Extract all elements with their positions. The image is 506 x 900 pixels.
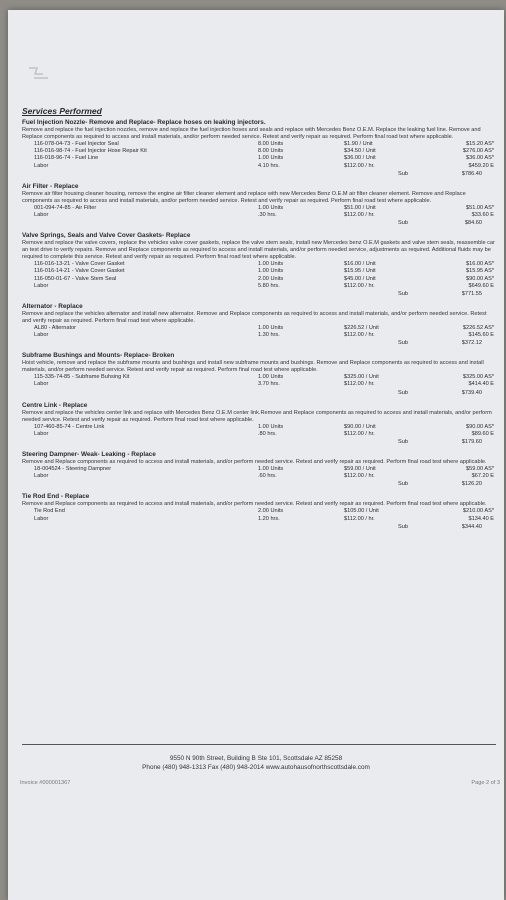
subtotal-value: $786.40 xyxy=(461,170,482,177)
line-item-quantity: .30 hrs. xyxy=(258,211,277,218)
line-item-row xyxy=(22,212,496,219)
line-item-rate: $90.00 / Unit xyxy=(344,423,376,430)
line-item-total: $145.60 E xyxy=(468,332,494,339)
line-item-description: 116-016-98-74 - Fuel Injector Hose Repair Kit xyxy=(34,148,147,155)
line-item-quantity: 1.00 Units xyxy=(258,268,284,275)
line-item-total: $16.00 AS* xyxy=(466,261,494,268)
line-item-total: $15.20 AS* xyxy=(466,141,494,147)
service-title: Steering Dampner- Weak- Leaking - Replace xyxy=(22,451,156,458)
line-item-row xyxy=(22,431,496,438)
line-item-row xyxy=(22,374,496,381)
line-item-rate: $105.00 / Unit xyxy=(344,508,379,515)
line-item-description: 116-078-04-73 - Fuel Injector Seal xyxy=(34,141,119,147)
service-description: Remove air filter housing cleaner housing, remove the engine air filter cleaner element and replace with new Mercedes Benz O.E.M air filter cleaner element. Remove and Replace components as required to access and install materials, and/or perform needed service. Retest and verify repair as required. Perform final road test where applicable. xyxy=(22,190,466,204)
subtotal-label: Sub xyxy=(398,389,408,396)
line-item-total: $276.00 AS* xyxy=(462,148,494,155)
subtotal-value: $739.40 xyxy=(461,389,482,396)
line-item-quantity: 2.00 Units xyxy=(258,508,284,515)
line-item-rate: $112.00 / hr. xyxy=(344,515,375,522)
line-item-rate: $112.00 / hr. xyxy=(344,430,375,437)
subtotal-value: $84.60 xyxy=(464,220,482,227)
line-item-row xyxy=(22,276,496,283)
line-item-quantity: 1.30 hrs. xyxy=(258,332,280,339)
subtotal-row xyxy=(22,389,496,397)
section-title: Services Performed xyxy=(22,106,102,116)
line-item-description: 116-018-96-74 - Fuel Line xyxy=(34,155,99,162)
subtotal-value: $372.12 xyxy=(461,340,482,347)
logo-mark-icon xyxy=(28,64,50,82)
service-description: Hoist vehicle, remove and replace the subframe mounts and bushings and install new subframe mounts and bushings. Remove and Replace components as required to access and install materials, and/or perform needed service. Retest and verify repair as required. Perform final road test where applicable. xyxy=(22,360,484,374)
line-item-total: $90.00 AS* xyxy=(466,275,494,282)
line-item-total: $15.95 AS* xyxy=(466,268,494,275)
line-item-quantity: 3.70 hrs. xyxy=(258,381,280,388)
line-item-description: Labor xyxy=(34,332,49,339)
subtotal-row xyxy=(22,339,496,347)
service-description: Remove and replace the fuel injection nozzles, remove and replace the fuel injection hoses and seals and replace with Mercedes Benz O.E.M. Replace the leaking fuel line. Remove and Replace components as required to access and install materials, and/or perform needed service. Retest and verify repair as required. Perform final road test where applicable. xyxy=(22,127,481,140)
line-item-rate: $112.00 / hr. xyxy=(344,332,375,339)
service-block xyxy=(22,119,496,178)
line-item-row xyxy=(22,466,496,473)
line-item-quantity: 1.00 Units xyxy=(258,374,284,381)
services-content xyxy=(22,106,496,536)
line-item-row xyxy=(22,332,496,339)
subtotal-value: $179.60 xyxy=(461,439,482,445)
service-title: Fuel Injection Nozzle- Remove and Replace- Replace hoses on leaking injectors. xyxy=(22,119,266,126)
service-title: Subframe Bushings and Mounts- Replace- Broken xyxy=(22,352,175,360)
line-item-description: Labor xyxy=(34,430,49,437)
footer xyxy=(8,754,504,772)
subtotal-label: Sub xyxy=(398,523,408,530)
subtotal-label: Sub xyxy=(398,481,408,488)
line-item-rate: $51.00 / Unit xyxy=(344,204,376,211)
line-item-total: $134.40 E xyxy=(468,515,494,522)
service-block xyxy=(22,303,496,347)
services-list xyxy=(22,119,496,531)
line-item-row xyxy=(22,508,496,515)
line-item-total: $649.60 E xyxy=(468,282,494,289)
line-item-total: $59.00 AS* xyxy=(466,466,494,472)
line-item-rate: $45.00 / Unit xyxy=(344,275,376,282)
service-block xyxy=(22,402,496,446)
line-item-rate: $112.00 / hr. xyxy=(344,211,375,218)
line-item-row xyxy=(22,268,496,275)
line-item-description: Labor xyxy=(34,282,49,289)
line-item-quantity: 2.00 Units xyxy=(258,275,284,282)
line-item-rate: $36.00 / Unit xyxy=(344,155,376,162)
service-description: Remove and Replace components as required to access and install materials, and/or perform needed service. Retest and verify repair as required. Perform final road test where applicable. xyxy=(22,501,487,508)
subtotal-value: $344.40 xyxy=(461,523,482,530)
line-item-rate: $34.50 / Unit xyxy=(344,148,376,155)
subtotal-row xyxy=(22,170,496,178)
line-item-row xyxy=(22,261,496,268)
page-number: Page 2 of 3 xyxy=(471,780,500,786)
line-item-quantity: 5.80 hrs. xyxy=(258,282,280,289)
line-item-rate: $226.52 / Unit xyxy=(344,324,379,331)
service-block xyxy=(22,232,496,298)
service-description: Remove and replace the valve covers, replace the vehicles valve cover gaskets, replace the valve stem seals, install new Mercedes benz O.E.M gaskets and valve stem seals, reassemble car an test drive to verify repairs. Remove and Replace components as required to access and install materials, and/or perform needed service, adjustments as required. Additional fluids may be required to complete this service. Retest and verify repair as required. Perform final road test where applicable. xyxy=(22,240,495,261)
service-title: Alternator - Replace xyxy=(22,302,83,310)
line-item-quantity: 1.00 Units xyxy=(258,204,284,211)
service-description: Remove and Replace components as required to access and install materials, and/or perform needed service. Retest and verify repair as required. Perform final road test where applicable. xyxy=(22,459,487,465)
line-item-row xyxy=(22,283,496,290)
line-item-row xyxy=(22,381,496,388)
line-item-rate: $59.00 / Unit xyxy=(344,466,376,472)
line-item-description: Labor xyxy=(34,473,49,480)
line-item-total: $67.20 E xyxy=(471,473,494,480)
line-item-row xyxy=(22,148,496,155)
line-item-description: 116-016-13-21 - Valve Cover Gasket xyxy=(34,261,125,268)
footer-divider xyxy=(22,744,496,745)
line-item-description: AL80 - Alternator xyxy=(34,324,76,331)
line-item-row xyxy=(22,205,496,212)
service-title: Air Filter - Replace xyxy=(22,182,79,190)
line-item-total: $36.00 AS* xyxy=(466,155,494,162)
subtotal-row xyxy=(22,523,496,531)
subtotal-row xyxy=(22,480,496,488)
line-item-rate: $1.90 / Unit xyxy=(344,141,373,147)
subtotal-label: Sub xyxy=(398,290,408,297)
service-block xyxy=(22,451,496,488)
subtotal-value: $126.20 xyxy=(461,481,482,488)
line-item-description: Labor xyxy=(34,162,49,169)
invoice-number: Invoice #000001367 xyxy=(20,780,71,786)
line-item-quantity: .80 hrs. xyxy=(258,430,277,437)
line-item-row xyxy=(22,163,496,170)
line-item-description: 115-335-74-85 - Subframe Buhsing Kit xyxy=(34,374,130,381)
line-item-quantity: 1.00 Units xyxy=(258,261,284,268)
line-item-description: Labor xyxy=(34,211,49,218)
line-item-row xyxy=(22,516,496,523)
line-item-total: $226.52 AS* xyxy=(462,324,494,331)
footer-address: 9550 N 90th Street, Building B Ste 101, Scottsdale AZ 85258 xyxy=(169,755,343,762)
line-item-quantity: 8.00 Units xyxy=(258,141,284,147)
line-item-total: $325.00 AS* xyxy=(462,374,494,381)
line-item-row xyxy=(22,141,496,148)
line-item-description: 107-460-85-74 - Centre Link xyxy=(34,423,105,430)
line-item-row xyxy=(22,424,496,431)
subtotal-label: Sub xyxy=(398,439,408,445)
line-item-rate: $112.00 / hr. xyxy=(344,381,375,388)
footer-contact: Phone (480) 948-1313 Fax (480) 948-2014 www.autohausofnorthscottsdale.com xyxy=(142,764,370,771)
line-item-quantity: 1.00 Units xyxy=(258,423,284,430)
line-item-rate: $112.00 / hr. xyxy=(344,162,375,169)
line-item-row xyxy=(22,473,496,480)
line-item-row xyxy=(22,155,496,162)
line-item-total: $414.40 E xyxy=(468,381,494,388)
line-item-rate: $325.00 / Unit xyxy=(344,374,379,381)
line-item-quantity: 4.10 hrs. xyxy=(258,162,280,169)
line-item-description: Tie Rod End xyxy=(34,508,65,515)
line-item-quantity: 1.00 Units xyxy=(258,466,284,472)
invoice-page xyxy=(8,10,504,900)
line-item-total: $90.00 AS* xyxy=(466,423,494,430)
service-block xyxy=(22,493,496,530)
subtotal-row xyxy=(22,290,496,298)
line-item-total: $210.00 AS* xyxy=(462,508,494,515)
line-item-description: 116-050-01-67 - Valve Stem Seal xyxy=(34,275,117,282)
line-item-total: $89.60 E xyxy=(471,430,494,437)
line-item-total: $51.00 AS* xyxy=(466,204,494,211)
subtotal-row xyxy=(22,219,496,227)
service-title: Tie Rod End - Replace xyxy=(22,493,90,501)
line-item-description: 116-016-14-21 - Valve Cover Gasket xyxy=(34,268,125,275)
line-item-quantity: 1.20 hrs. xyxy=(258,515,280,522)
service-description: Remove and replace the vehicles center link and replace with Mercedes Benz O.E.M center link.Remove and Replace components as required to access and install materials, and/or perform needed service. Retest and verify repair as required. Perform final road test where applicable. xyxy=(22,409,492,423)
line-item-rate: $15.95 / Unit xyxy=(344,268,376,275)
line-item-description: 001-094-74-85 - Air Filter xyxy=(34,204,97,211)
line-item-total: $33.60 E xyxy=(471,211,494,218)
line-item-description: Labor xyxy=(34,515,49,522)
subtotal-value: $771.55 xyxy=(461,290,482,297)
line-item-row xyxy=(22,325,496,332)
subtotal-label: Sub xyxy=(398,340,408,347)
line-item-quantity: 1.00 Units xyxy=(258,324,284,331)
line-item-rate: $16.00 / Unit xyxy=(344,261,376,268)
service-description: Remove and replace the vehicles alternator and install new alternator. Remove and Replace components as required to access and install materials, and/or perform needed service. Retest and verify repair as required. Perform final road test where applicable. xyxy=(22,310,487,324)
line-item-rate: $112.00 / hr. xyxy=(344,282,375,289)
subtotal-label: Sub xyxy=(398,220,408,227)
line-item-quantity: 8.00 Units xyxy=(258,148,284,155)
line-item-rate: $112.00 / hr. xyxy=(344,473,375,480)
subtotal-row xyxy=(22,438,496,446)
service-block xyxy=(22,352,496,396)
line-item-description: 18-004524 - Steering Dampner xyxy=(34,466,112,472)
line-item-quantity: .60 hrs. xyxy=(258,473,277,480)
line-item-description: Labor xyxy=(34,381,49,388)
service-block xyxy=(22,183,496,227)
service-title: Valve Springs, Seals and Valve Cover Gaskets- Replace xyxy=(22,232,191,240)
subtotal-label: Sub xyxy=(398,170,408,177)
line-item-quantity: 1.00 Units xyxy=(258,155,284,162)
service-title: Centre Link - Replace xyxy=(22,401,88,409)
line-item-total: $459.20 E xyxy=(468,162,494,169)
